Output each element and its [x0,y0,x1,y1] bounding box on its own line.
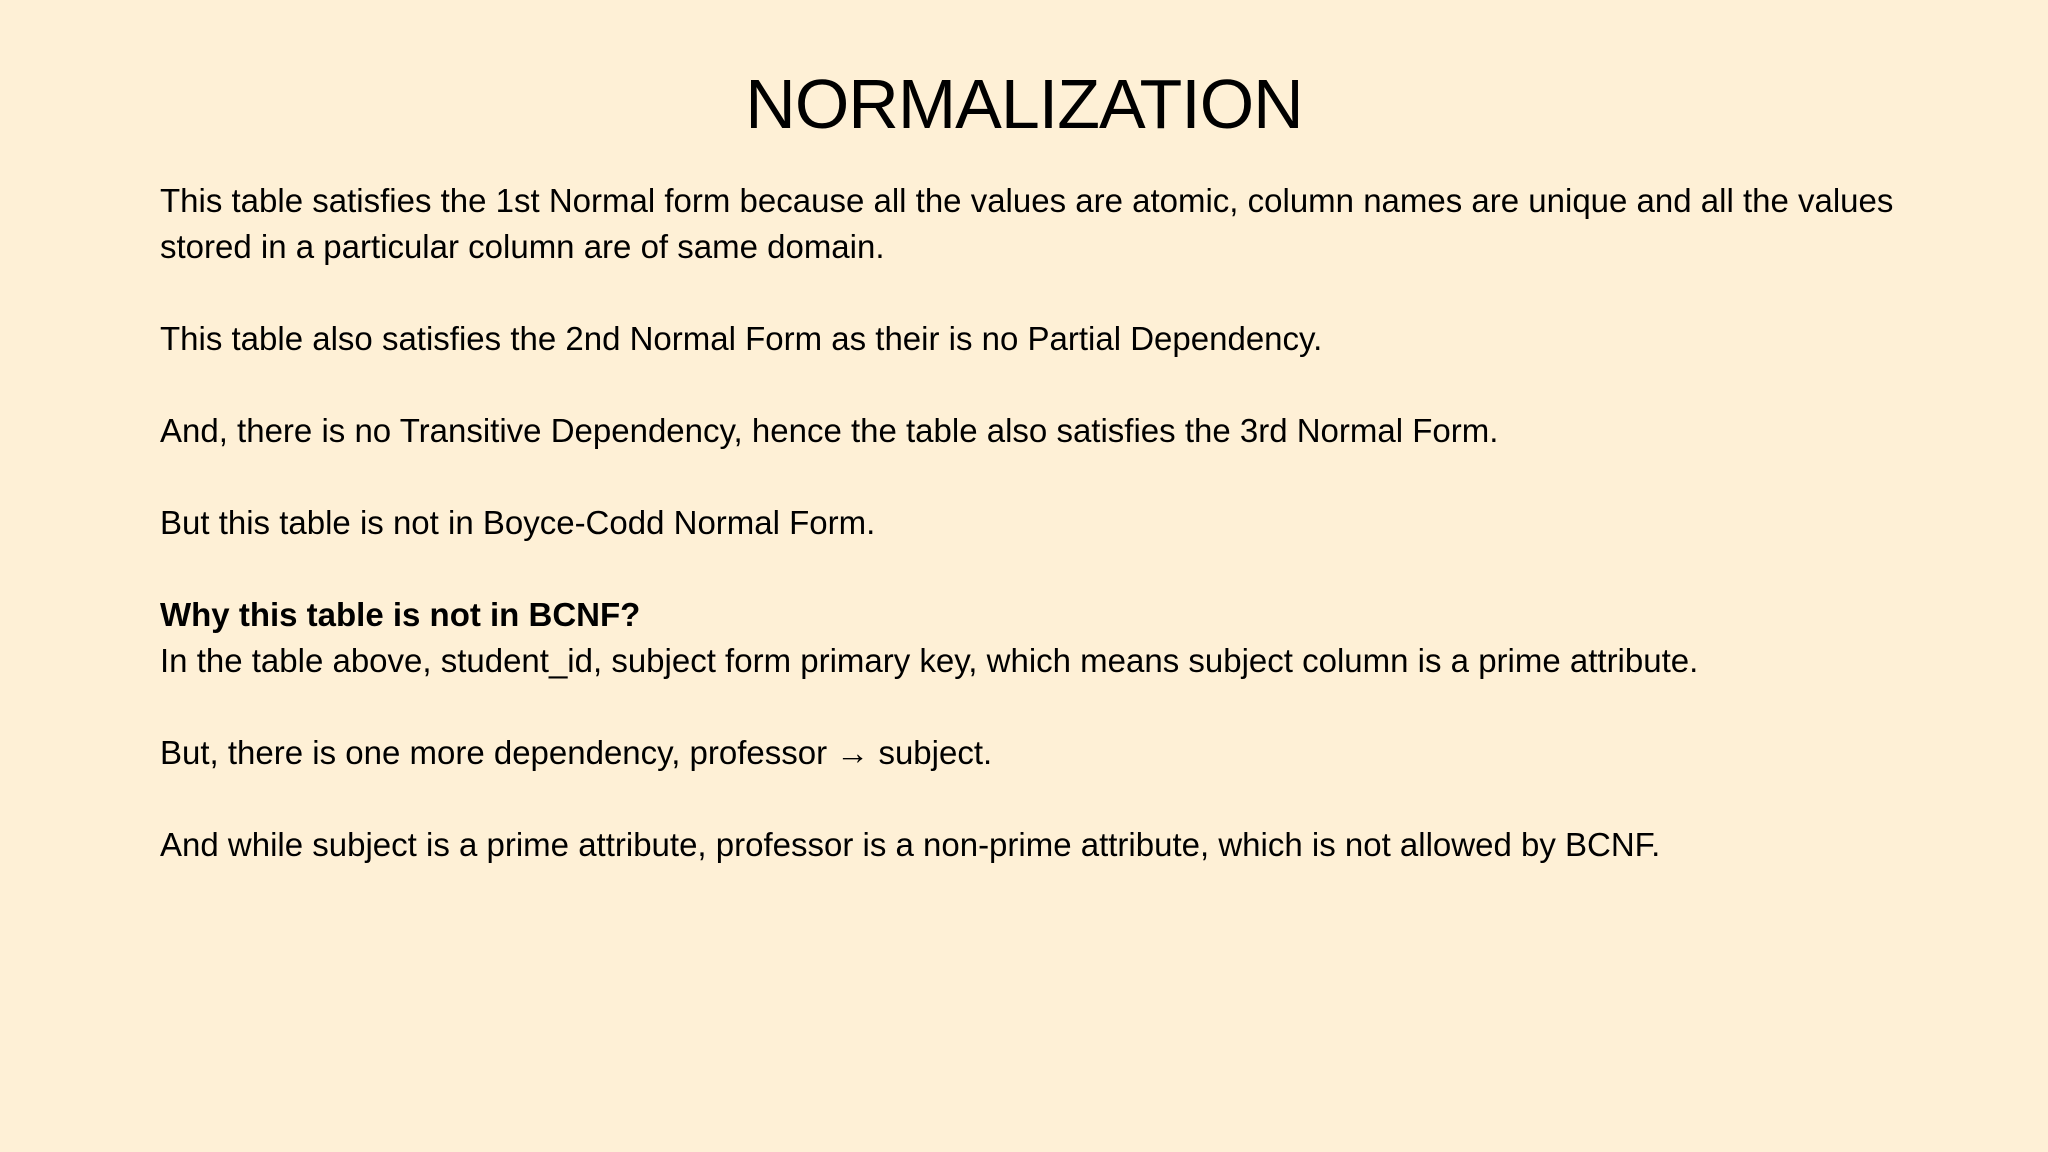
paragraph-dependency: But, there is one more dependency, professor → subject. [160,734,993,771]
paragraph-bcnf-violation: And while subject is a prime attribute, professor is a non-prime attribute, which is not allowed by BCNF. [160,826,1661,863]
paragraph-third-normal-form: And, there is no Transitive Dependency, hence the table also satisfies the 3rd Normal Form. [160,412,1499,449]
why-not-bcnf-heading: Why this table is not in BCNF? [160,596,641,633]
paragraph-second-normal-form: This table also satisfies the 2nd Normal Form as their is no Partial Dependency. [160,320,1323,357]
paragraph-primary-key: In the table above, student_id, subject form primary key, which means subject column is a prime attribute. [160,642,1699,679]
slide-title: NORMALIZATION [745,65,1303,143]
paragraph-first-normal-form: This table satisfies the 1st Normal form because all the values are atomic, column names are unique and all the values stored in a particular column are of same domain. [160,182,1894,265]
paragraph-not-bcnf: But this table is not in Boyce-Codd Normal Form. [160,504,876,541]
slide-body [160,178,1920,868]
